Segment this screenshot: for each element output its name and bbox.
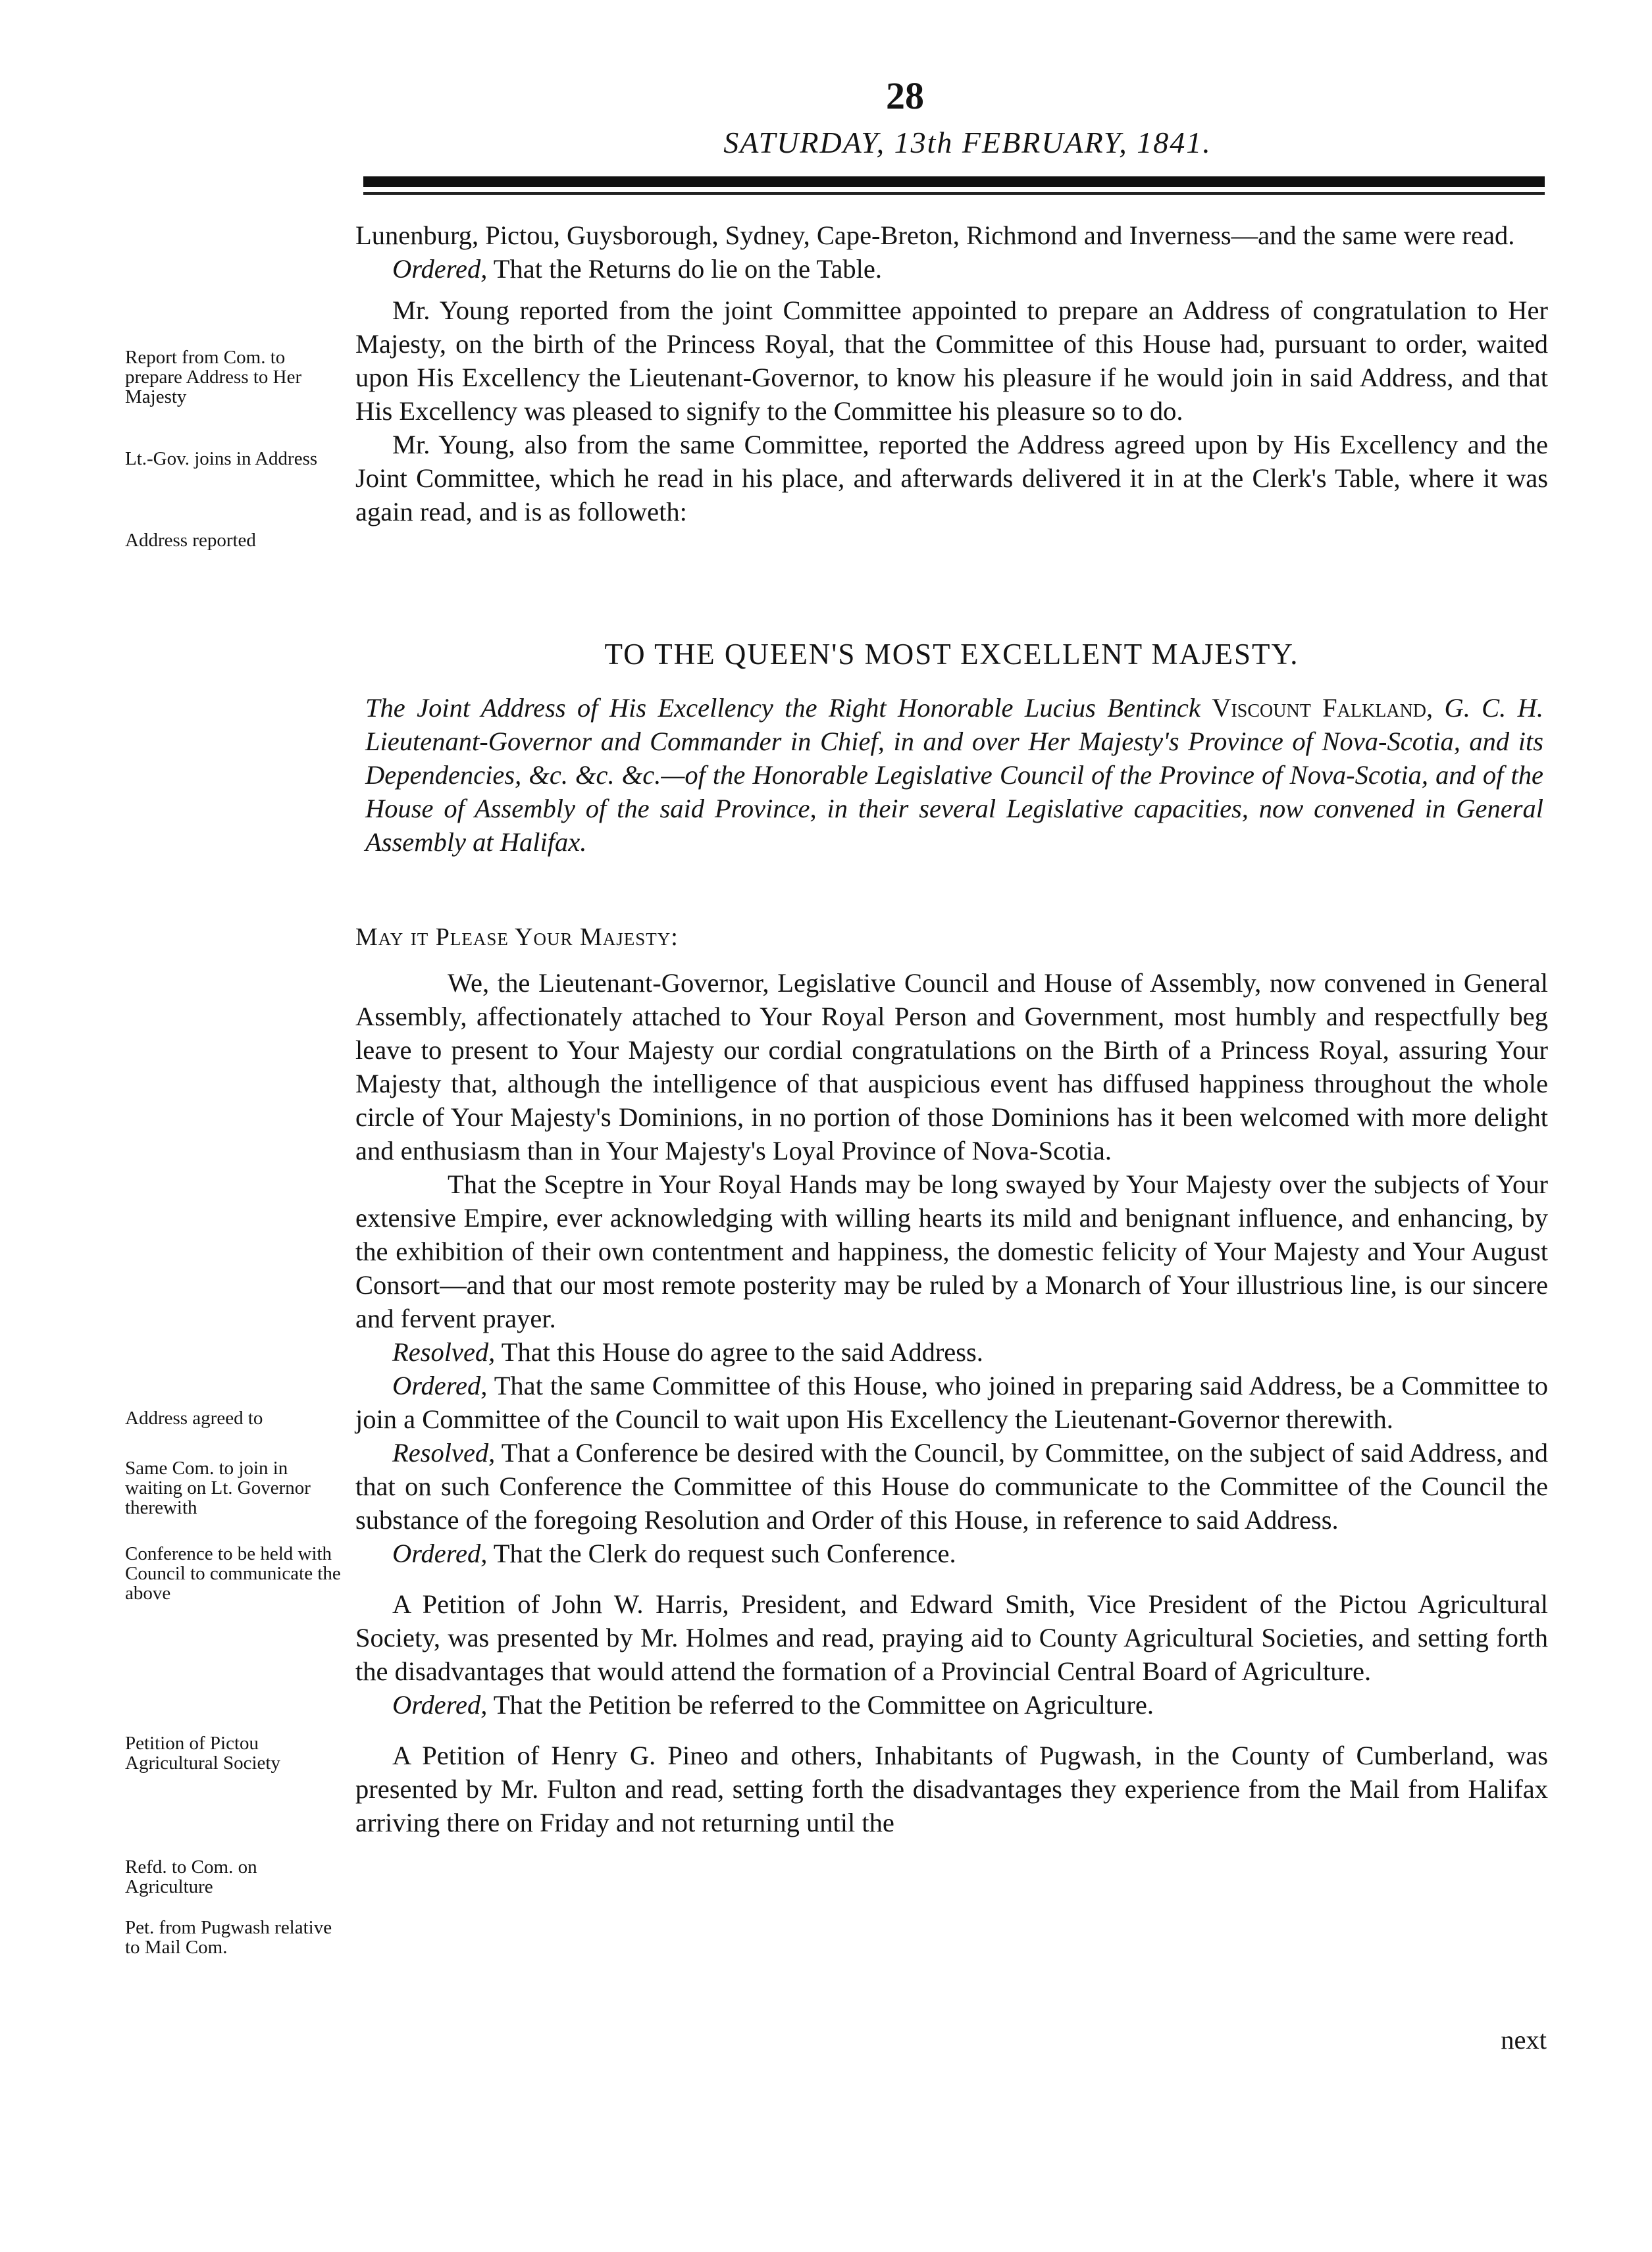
preamble-part-a: The Joint Address of His Excellency the Right Honorable Lucius Bentinck <box>365 693 1212 723</box>
address-heading: TO THE QUEEN'S MOST EXCELLENT MAJESTY. <box>604 638 1299 671</box>
order-text: That the Returns do lie on the Table. <box>487 254 883 284</box>
ordered-label: Ordered, <box>392 1539 488 1568</box>
top-section <box>355 218 1548 528</box>
resolved-conference <box>355 1436 1548 1537</box>
margin-note: Address reported <box>125 530 256 551</box>
returns-order <box>355 252 1548 286</box>
address-reported-paragraph: Mr. Young, also from the same Committee, reported the Address agreed upon by His Excellency and the Joint Committee, which he read in his place, and afterwards delivered it in at the Clerk's Table, where it was again read, and is as followeth: <box>355 430 1548 526</box>
header-rule-thick <box>363 176 1545 187</box>
ordered-clerk <box>355 1537 1548 1570</box>
resolved-agree <box>355 1335 1548 1369</box>
margin-note: Pet. from Pugwash relative to Mail Com. <box>125 1917 332 1958</box>
margin-note: Report from Com. to prepare Address to Her Majesty <box>125 347 302 407</box>
ordered-referral <box>355 1688 1548 1722</box>
address-paragraph-2: That the Sceptre in Your Royal Hands may be long swayed by Your Majesty over the subjects of Your extensive Empire, ever acknowledging with willing hearts its mild and benignant influence, and enhancing, by the exhibition of their own contentment and happiness, the domestic felicity of Your Majesty and Your August Consort—and that our most remote posterity may be ruled by a Monarch of Your illustrious line, is our sincere and fervent prayer. <box>355 1169 1548 1333</box>
margin-note: Address agreed to <box>125 1408 263 1429</box>
ordered-text: That the Clerk do request such Conference. <box>487 1539 956 1568</box>
page-date-header: SATURDAY, 13th FEBRUARY, 1841. <box>723 126 1212 159</box>
resolved-label: Resolved, <box>392 1337 496 1367</box>
ordered-label: Ordered, <box>392 1690 488 1720</box>
preamble-part-b: , G. C. H. Lieutenant-Governor and Commander in Chief, in and over Her Majesty's Province of Nova-Scotia, and its Dependencies, &c. &c. &c.—of the Honorable Legislative Council of the Province of Nova-Scotia, and of the House of Assembly of the said Province, in their several Legislative capacities, now convened in General Assembly at Halifax. <box>365 693 1544 857</box>
petition-pugwash: A Petition of Henry G. Pineo and others, Inhabitants of Pugwash, in the County of Cumberland, was presented by Mr. Fulton and read, setting forth the disadvantages they experience from the Mail from Halifax arriving there on Friday and not returning until the <box>355 1741 1548 1837</box>
address-body <box>355 966 1548 1839</box>
petition-pictou: A Petition of John W. Harris, President, and Edward Smith, Vice President of the Pictou Agricultural Society, was presented by Mr. Holmes and read, praying aid to County Agricultural Societies, and setting forth the disadvantages that would attend the formation of a Provincial Central Board of Agriculture. <box>355 1589 1548 1686</box>
address-paragraph-1: We, the Lieutenant-Governor, Legislative Council and House of Assembly, now convened in General Assembly, affectionately attached to Your Royal Person and Government, most humbly and respectfully beg leave to present to Your Majesty our cordial congratulations on the Birth of a Princess Royal, assuring Your Majesty that, although the intelligence of that auspicious event has diffused happiness throughout the whole circle of Your Majesty's Dominions, in no portion of those Dominions has it been welcomed with more delight and enthusiasm than in Your Majesty's Loyal Province of Nova-Scotia. <box>355 968 1548 1165</box>
margin-note: Refd. to Com. on Agriculture <box>125 1856 257 1897</box>
returns-paragraph: Lunenburg, Pictou, Guysborough, Sydney, Cape-Breton, Richmond and Inverness—and the same were read. <box>355 220 1515 250</box>
catchword: next <box>1501 2025 1547 2055</box>
margin-note: Conference to be held with Council to communicate the above <box>125 1543 341 1604</box>
joint-address-preamble <box>365 691 1543 859</box>
ordered-committee <box>355 1369 1548 1436</box>
margin-note: Same Com. to join in waiting on Lt. Governor therewith <box>125 1458 311 1518</box>
resolved-label: Resolved, <box>392 1438 496 1468</box>
ordered-label: Ordered, <box>392 254 488 284</box>
ordered-label: Ordered, <box>392 1371 488 1400</box>
margin-note: Lt.-Gov. joins in Address <box>125 448 318 469</box>
margin-note: Petition of Pictou Agricultural Society <box>125 1733 280 1774</box>
page-number: 28 <box>886 74 924 117</box>
salutation: May it Please Your Majesty: <box>355 923 679 951</box>
header-rule-thin <box>363 192 1545 195</box>
viscount-falkland: Viscount Falkland <box>1212 693 1426 723</box>
resolved-text: That a Conference be desired with the Council, by Committee, on the subject of said Address, and that on such Conference the Committee of this House do communicate to the Committee of the Council the substance of the foregoing Resolution and Order of this House, in reference to said Address. <box>355 1438 1548 1535</box>
ordered-text: That the same Committee of this House, who joined in preparing said Address, be a Committee to join a Committee of the Council to wait upon His Excellency the Lieutenant-Governor therewith. <box>355 1371 1548 1434</box>
resolved-text: That this House do agree to the said Address. <box>495 1337 983 1367</box>
report-paragraph: Mr. Young reported from the joint Committee appointed to prepare an Address of congratulation to Her Majesty, on the birth of the Princess Royal, that the Committee of this House had, pursuant to order, waited upon His Excellency the Lieutenant-Governor, to know his pleasure if he would join in said Address, and that His Excellency was pleased to signify to the Committee his pleasure so to do. <box>355 295 1548 426</box>
ordered-text: That the Petition be referred to the Committee on Agriculture. <box>487 1690 1154 1720</box>
